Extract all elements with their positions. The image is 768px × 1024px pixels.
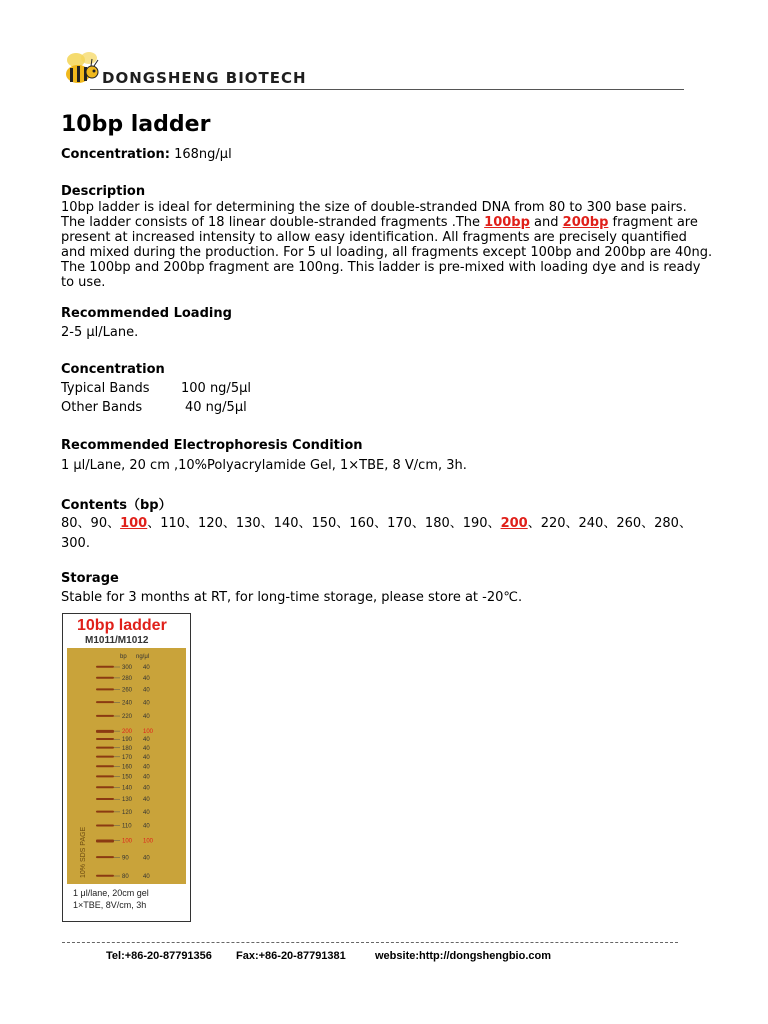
gel-band bbox=[96, 856, 114, 858]
gel-band-bp-label: 100 bbox=[122, 838, 133, 845]
gel-band bbox=[96, 715, 114, 717]
gel-band bbox=[96, 730, 114, 733]
gel-band-ng-label: 40 bbox=[143, 714, 150, 721]
footer-fax: Fax:+86-20-87791381 bbox=[236, 950, 346, 962]
concentration-heading: Concentration bbox=[61, 362, 165, 377]
concentration-value: 168ng/μl bbox=[174, 147, 232, 162]
gel-band bbox=[96, 666, 114, 668]
gel-band-bp-label: 170 bbox=[122, 754, 133, 761]
gel-band-ng-label: 40 bbox=[143, 754, 150, 761]
gel-band-ng-label: 40 bbox=[143, 675, 150, 682]
gel-band-bp-label: 300 bbox=[122, 665, 133, 671]
gel-band-bp-label: 260 bbox=[122, 687, 133, 694]
footer-tel: Tel:+86-20-87791356 bbox=[106, 950, 212, 962]
gel-band-ng-label: 40 bbox=[143, 745, 150, 752]
gel-band-ng-label: 40 bbox=[143, 687, 150, 694]
gel-note-1: 1 μl/lane, 20cm gel bbox=[73, 888, 149, 898]
electrophoresis-heading: Recommended Electrophoresis Condition bbox=[61, 438, 363, 453]
concentration-row bbox=[61, 381, 251, 396]
gel-band bbox=[96, 775, 114, 777]
gel-band-bp-label: 180 bbox=[122, 745, 133, 752]
gel-band-bp-label: 240 bbox=[122, 700, 133, 707]
description-line: present at increased intensity to allow easy identification. All fragments are precisely quantified bbox=[61, 230, 687, 245]
gel-band-bp-label: 80 bbox=[122, 874, 129, 880]
gel-col-ng: ng/μl bbox=[136, 654, 150, 660]
gel-band-bp-label: 140 bbox=[122, 785, 133, 792]
gel-band bbox=[96, 811, 114, 813]
gel-band-bp-label: 280 bbox=[122, 675, 133, 682]
storage-heading: Storage bbox=[61, 571, 119, 586]
gel-band bbox=[96, 756, 114, 758]
description-line: to use. bbox=[61, 275, 106, 290]
gel-band-ng-label: 40 bbox=[143, 764, 150, 771]
contents-list: 80、90、100、110、120、130、140、150、160、170、180、190、200、220、240、260、280、 300. bbox=[61, 516, 692, 551]
contents-heading: Contents（bp） bbox=[61, 498, 172, 513]
gel-band bbox=[96, 798, 114, 800]
loading-value: 2-5 μl/Lane. bbox=[61, 325, 139, 340]
band-type-label: Typical Bands bbox=[61, 381, 150, 396]
gel-band-ng-label: 100 bbox=[143, 838, 154, 845]
description-heading: Description bbox=[61, 184, 146, 199]
gel-band-bp-label: 200 bbox=[122, 729, 133, 736]
brand-name: DONGSHENG BIOTECH bbox=[102, 69, 307, 87]
contents-highlight-100: 100 bbox=[120, 516, 148, 531]
gel-band-ng-label: 40 bbox=[143, 785, 150, 792]
gel-col-bp: bp bbox=[120, 654, 127, 660]
description-line: 10bp ladder is ideal for determining the size of double-stranded DNA from 80 to 300 base pairs. bbox=[61, 200, 687, 215]
gel-band-ng-label: 40 bbox=[143, 774, 150, 781]
gel-band bbox=[96, 747, 114, 749]
gel-band bbox=[96, 677, 114, 679]
gel-title: 10bp ladder bbox=[77, 617, 167, 634]
gel-band-ng-label: 40 bbox=[143, 809, 150, 816]
gel-band-bp-label: 190 bbox=[122, 737, 133, 744]
gel-band-ng-label: 100 bbox=[143, 729, 154, 736]
electrophoresis-value: 1 μl/Lane, 20 cm ,10%Polyacrylamide Gel, 1×TBE, 8 V/cm, 3h. bbox=[61, 458, 467, 473]
bee-logo-icon bbox=[56, 48, 104, 88]
highlight-100bp: 100bp bbox=[484, 215, 530, 230]
gel-band bbox=[96, 738, 114, 740]
description-paragraph bbox=[61, 200, 712, 290]
gel-band-bp-label: 220 bbox=[122, 714, 133, 721]
concentration-row bbox=[61, 400, 247, 415]
band-type-value: 40 ng/5μl bbox=[185, 400, 247, 415]
storage-value: Stable for 3 months at RT, for long-time storage, please store at -20℃. bbox=[61, 590, 523, 605]
gel-band bbox=[96, 824, 114, 826]
gel-band bbox=[96, 701, 114, 703]
gel-band-bp-label: 90 bbox=[122, 855, 129, 862]
footer-divider bbox=[62, 942, 678, 943]
gel-band-ng-label: 40 bbox=[143, 737, 150, 744]
gel-band-bp-label: 160 bbox=[122, 764, 133, 771]
description-line: and mixed during the production. For 5 ul loading, all fragments except 100bp and 200bp are 40ng. bbox=[61, 245, 713, 260]
highlight-200bp: 200bp bbox=[562, 215, 609, 230]
gel-band-ng-label: 40 bbox=[143, 874, 150, 880]
header-divider bbox=[90, 89, 684, 90]
description-line: The 100bp and 200bp fragment are 100ng. This ladder is pre-mixed with loading dye and is ready bbox=[61, 260, 701, 275]
gel-band-ng-label: 40 bbox=[143, 823, 150, 830]
gel-band-bp-label: 120 bbox=[122, 809, 133, 816]
concentration-label: Concentration: bbox=[61, 147, 170, 162]
gel-note-2: 1×TBE, 8V/cm, 3h bbox=[73, 900, 147, 910]
page-title: 10bp ladder bbox=[61, 112, 211, 137]
gel-band bbox=[96, 765, 114, 767]
contents-highlight-200: 200 bbox=[500, 516, 528, 531]
gel-band bbox=[96, 786, 114, 788]
gel-band-bp-label: 110 bbox=[122, 823, 132, 830]
gel-band-bp-label: 150 bbox=[122, 774, 133, 781]
gel-band-ng-label: 40 bbox=[143, 700, 150, 707]
gel-band bbox=[96, 840, 114, 843]
footer-website: website:http://dongshengbio.com bbox=[375, 950, 551, 962]
gel-band bbox=[96, 875, 114, 877]
gel-catalog: M1011/M1012 bbox=[85, 635, 149, 646]
gel-band-ng-label: 40 bbox=[143, 855, 150, 862]
band-type-value: 100 ng/5μl bbox=[181, 381, 251, 396]
gel-side-label: 10% SDS PAGE bbox=[80, 826, 87, 878]
gel-band-bp-label: 130 bbox=[122, 797, 133, 804]
gel-band bbox=[96, 688, 114, 690]
band-type-label: Other Bands bbox=[61, 400, 143, 415]
gel-image bbox=[62, 613, 191, 922]
gel-band-ng-label: 40 bbox=[143, 797, 150, 804]
gel-band-ng-label: 40 bbox=[143, 665, 150, 671]
concentration-line bbox=[61, 147, 232, 162]
description-line: The ladder consists of 18 linear double-stranded fragments .The 100bp and 200bp fragment are bbox=[61, 215, 698, 230]
loading-heading: Recommended Loading bbox=[61, 306, 232, 321]
gel-figure bbox=[63, 614, 190, 921]
